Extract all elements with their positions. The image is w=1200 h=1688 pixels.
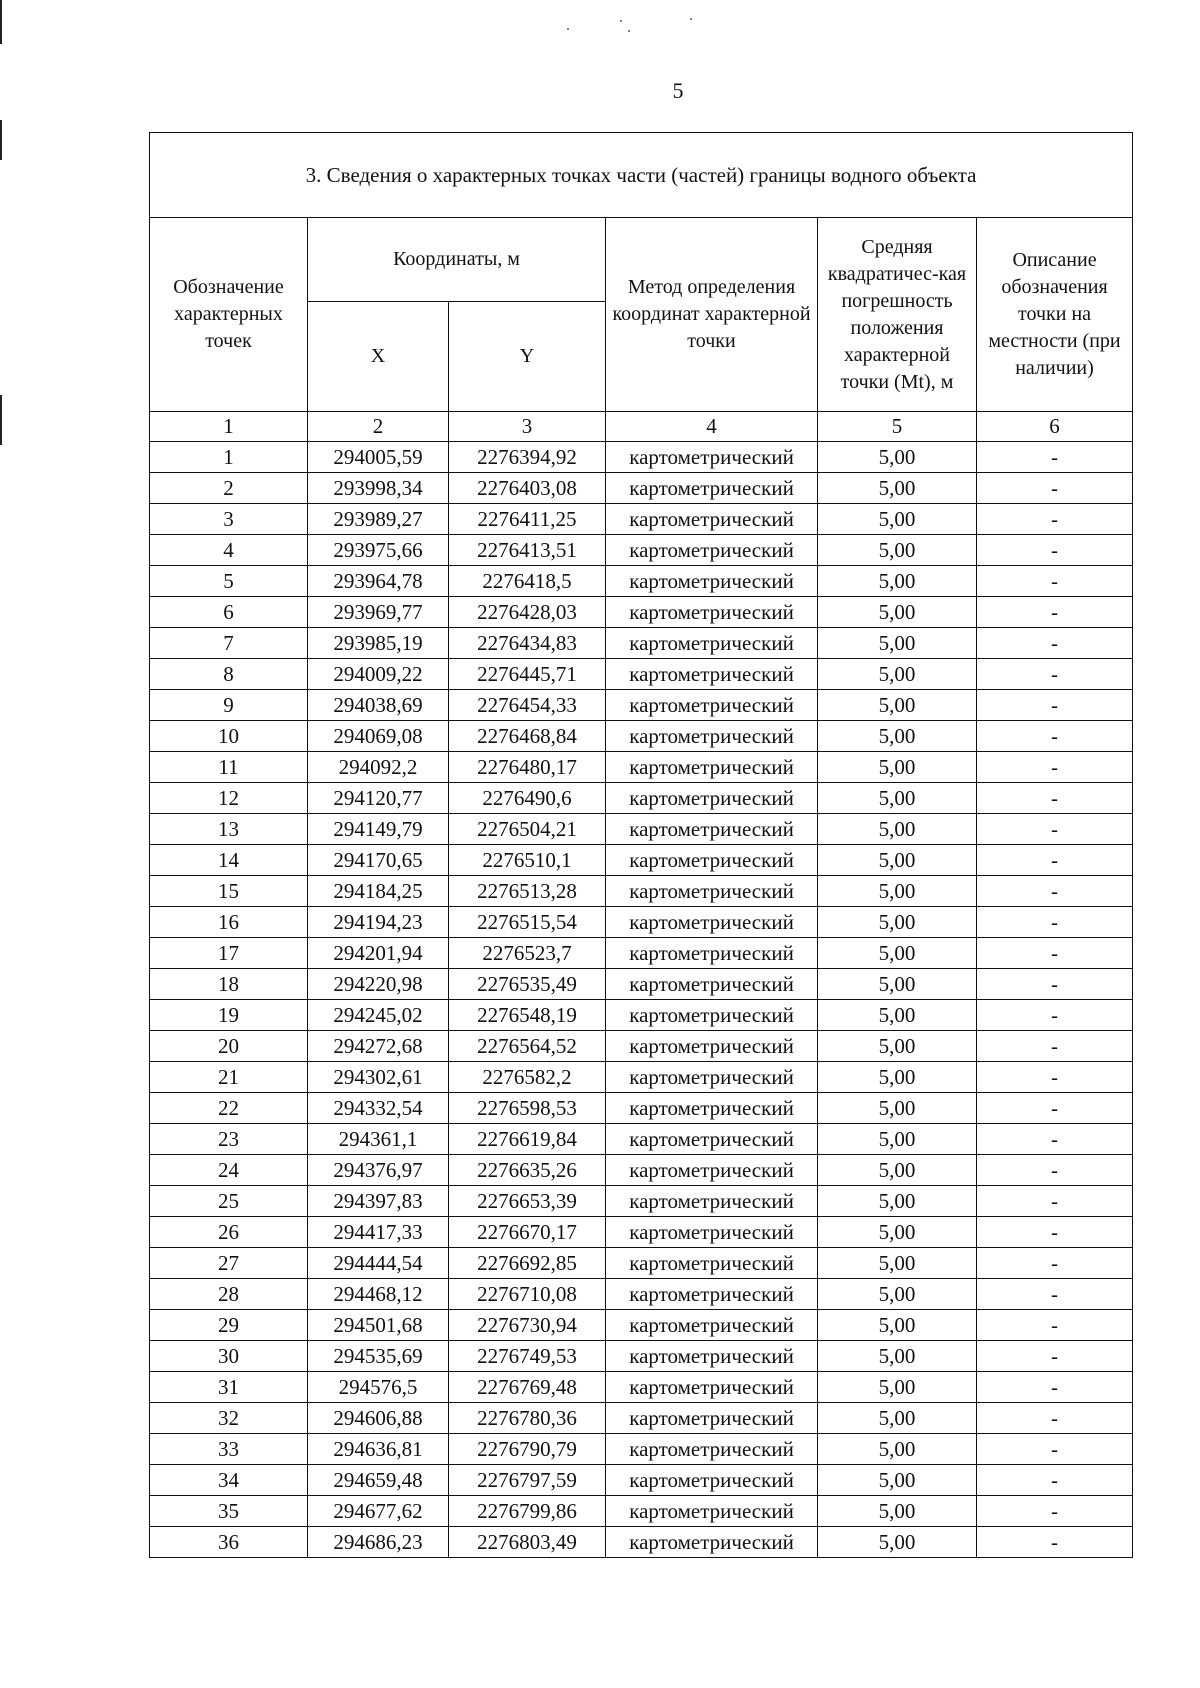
error-cell: 5,00 — [818, 1279, 977, 1310]
point-number-cell: 12 — [150, 783, 308, 814]
description-cell: - — [977, 907, 1133, 938]
header-method: Метод определения координат характерной точки — [606, 218, 818, 412]
error-cell: 5,00 — [818, 1217, 977, 1248]
y-coordinate-cell: 2276548,19 — [449, 1000, 606, 1031]
method-cell: картометрический — [606, 876, 818, 907]
table-row — [150, 442, 1133, 473]
point-number-cell: 35 — [150, 1496, 308, 1527]
table-row — [150, 752, 1133, 783]
x-coordinate-cell: 294170,65 — [308, 845, 449, 876]
x-coordinate-cell: 294444,54 — [308, 1248, 449, 1279]
x-coordinate-cell: 294149,79 — [308, 814, 449, 845]
y-coordinate-cell: 2276504,21 — [449, 814, 606, 845]
table-row — [150, 690, 1133, 721]
table-row — [150, 1465, 1133, 1496]
x-coordinate-cell: 294468,12 — [308, 1279, 449, 1310]
header-point-label: Обозначение характерных точек — [150, 218, 308, 412]
x-coordinate-cell: 294005,59 — [308, 442, 449, 473]
description-cell: - — [977, 1155, 1133, 1186]
y-coordinate-cell: 2276515,54 — [449, 907, 606, 938]
method-cell: картометрический — [606, 814, 818, 845]
table-row — [150, 845, 1133, 876]
point-number-cell: 19 — [150, 1000, 308, 1031]
x-coordinate-cell: 294120,77 — [308, 783, 449, 814]
method-cell: картометрический — [606, 1062, 818, 1093]
point-number-cell: 4 — [150, 535, 308, 566]
y-coordinate-cell: 2276413,51 — [449, 535, 606, 566]
point-number-cell: 25 — [150, 1186, 308, 1217]
description-cell: - — [977, 1000, 1133, 1031]
page-number: 5 — [672, 78, 684, 103]
table-row — [150, 907, 1133, 938]
y-coordinate-cell: 2276799,86 — [449, 1496, 606, 1527]
x-coordinate-cell: 294376,97 — [308, 1155, 449, 1186]
point-number-cell: 6 — [150, 597, 308, 628]
table-row — [150, 535, 1133, 566]
x-coordinate-cell: 294417,33 — [308, 1217, 449, 1248]
table-row — [150, 1279, 1133, 1310]
table-row — [150, 1000, 1133, 1031]
description-cell: - — [977, 1465, 1133, 1496]
error-cell: 5,00 — [818, 1155, 977, 1186]
x-coordinate-cell: 294184,25 — [308, 876, 449, 907]
point-number-cell: 23 — [150, 1124, 308, 1155]
error-cell: 5,00 — [818, 1403, 977, 1434]
y-coordinate-cell: 2276730,94 — [449, 1310, 606, 1341]
error-cell: 5,00 — [818, 814, 977, 845]
x-coordinate-cell: 294576,5 — [308, 1372, 449, 1403]
point-number-cell: 2 — [150, 473, 308, 504]
description-cell: - — [977, 783, 1133, 814]
table-row — [150, 566, 1133, 597]
header-y: Y — [449, 302, 606, 412]
point-number-cell: 16 — [150, 907, 308, 938]
description-cell: - — [977, 535, 1133, 566]
y-coordinate-cell: 2276780,36 — [449, 1403, 606, 1434]
description-cell: - — [977, 473, 1133, 504]
y-coordinate-cell: 2276535,49 — [449, 969, 606, 1000]
x-coordinate-cell: 294332,54 — [308, 1093, 449, 1124]
error-cell: 5,00 — [818, 1465, 977, 1496]
method-cell: картометрический — [606, 1124, 818, 1155]
table-row — [150, 1434, 1133, 1465]
error-cell: 5,00 — [818, 938, 977, 969]
x-coordinate-cell: 294245,02 — [308, 1000, 449, 1031]
point-number-cell: 27 — [150, 1248, 308, 1279]
header-coordinates: Координаты, м — [308, 218, 606, 302]
point-number-cell: 14 — [150, 845, 308, 876]
description-cell: - — [977, 1217, 1133, 1248]
error-cell: 5,00 — [818, 659, 977, 690]
description-cell: - — [977, 1124, 1133, 1155]
method-cell: картометрический — [606, 1372, 818, 1403]
error-cell: 5,00 — [818, 1031, 977, 1062]
error-cell: 5,00 — [818, 473, 977, 504]
column-number: 2 — [308, 412, 449, 442]
error-cell: 5,00 — [818, 442, 977, 473]
method-cell: картометрический — [606, 504, 818, 535]
y-coordinate-cell: 2276692,85 — [449, 1248, 606, 1279]
error-cell: 5,00 — [818, 1310, 977, 1341]
x-coordinate-cell: 294659,48 — [308, 1465, 449, 1496]
table-row — [150, 659, 1133, 690]
table-row — [150, 1217, 1133, 1248]
point-number-cell: 18 — [150, 969, 308, 1000]
point-number-cell: 28 — [150, 1279, 308, 1310]
table-row — [150, 1093, 1133, 1124]
header-description: Описание обозначения точки на местности (при наличии) — [977, 218, 1133, 412]
y-coordinate-cell: 2276582,2 — [449, 1062, 606, 1093]
method-cell: картометрический — [606, 721, 818, 752]
y-coordinate-cell: 2276670,17 — [449, 1217, 606, 1248]
point-number-cell: 7 — [150, 628, 308, 659]
y-coordinate-cell: 2276797,59 — [449, 1465, 606, 1496]
table-row — [150, 504, 1133, 535]
x-coordinate-cell: 294220,98 — [308, 969, 449, 1000]
x-coordinate-cell: 294361,1 — [308, 1124, 449, 1155]
method-cell: картометрический — [606, 442, 818, 473]
point-number-cell: 8 — [150, 659, 308, 690]
error-cell: 5,00 — [818, 752, 977, 783]
column-number: 1 — [150, 412, 308, 442]
error-cell: 5,00 — [818, 566, 977, 597]
table-row — [150, 1155, 1133, 1186]
y-coordinate-cell: 2276523,7 — [449, 938, 606, 969]
x-coordinate-cell: 294272,68 — [308, 1031, 449, 1062]
error-cell: 5,00 — [818, 845, 977, 876]
x-coordinate-cell: 294606,88 — [308, 1403, 449, 1434]
x-coordinate-cell: 293969,77 — [308, 597, 449, 628]
error-cell: 5,00 — [818, 1124, 977, 1155]
point-number-cell: 11 — [150, 752, 308, 783]
point-number-cell: 9 — [150, 690, 308, 721]
x-coordinate-cell: 293964,78 — [308, 566, 449, 597]
point-number-cell: 29 — [150, 1310, 308, 1341]
x-coordinate-cell: 294009,22 — [308, 659, 449, 690]
point-number-cell: 3 — [150, 504, 308, 535]
point-number-cell: 13 — [150, 814, 308, 845]
error-cell: 5,00 — [818, 690, 977, 721]
table-row — [150, 1341, 1133, 1372]
method-cell: картометрический — [606, 1527, 818, 1558]
point-number-cell: 31 — [150, 1372, 308, 1403]
description-cell: - — [977, 690, 1133, 721]
error-cell: 5,00 — [818, 876, 977, 907]
y-coordinate-cell: 2276619,84 — [449, 1124, 606, 1155]
column-number: 3 — [449, 412, 606, 442]
column-numbers-row — [150, 412, 1133, 442]
y-coordinate-cell: 2276468,84 — [449, 721, 606, 752]
header-error: Средняя квадратичес-кая погрешность положения характерной точки (Mt), м — [818, 218, 977, 412]
table-row — [150, 969, 1133, 1000]
y-coordinate-cell: 2276434,83 — [449, 628, 606, 659]
y-coordinate-cell: 2276445,71 — [449, 659, 606, 690]
method-cell: картометрический — [606, 1403, 818, 1434]
method-cell: картометрический — [606, 1434, 818, 1465]
method-cell: картометрический — [606, 1341, 818, 1372]
method-cell: картометрический — [606, 845, 818, 876]
description-cell: - — [977, 969, 1133, 1000]
x-coordinate-cell: 293985,19 — [308, 628, 449, 659]
x-coordinate-cell: 294038,69 — [308, 690, 449, 721]
point-number-cell: 17 — [150, 938, 308, 969]
error-cell: 5,00 — [818, 1186, 977, 1217]
method-cell: картометрический — [606, 1465, 818, 1496]
y-coordinate-cell: 2276653,39 — [449, 1186, 606, 1217]
x-coordinate-cell: 294677,62 — [308, 1496, 449, 1527]
table-row — [150, 628, 1133, 659]
y-coordinate-cell: 2276790,79 — [449, 1434, 606, 1465]
column-number: 5 — [818, 412, 977, 442]
x-coordinate-cell: 293998,34 — [308, 473, 449, 504]
description-cell: - — [977, 1372, 1133, 1403]
column-number: 4 — [606, 412, 818, 442]
description-cell: - — [977, 504, 1133, 535]
table-row — [150, 783, 1133, 814]
description-cell: - — [977, 1279, 1133, 1310]
table-row — [150, 1124, 1133, 1155]
error-cell: 5,00 — [818, 1527, 977, 1558]
table-row — [150, 1031, 1133, 1062]
x-coordinate-cell: 293975,66 — [308, 535, 449, 566]
description-cell: - — [977, 876, 1133, 907]
point-number-cell: 5 — [150, 566, 308, 597]
description-cell: - — [977, 752, 1133, 783]
table-row — [150, 1310, 1133, 1341]
boundary-points-table — [149, 132, 1133, 1558]
description-cell: - — [977, 1093, 1133, 1124]
error-cell: 5,00 — [818, 535, 977, 566]
y-coordinate-cell: 2276411,25 — [449, 504, 606, 535]
x-coordinate-cell: 293989,27 — [308, 504, 449, 535]
table-body — [150, 442, 1133, 1558]
y-coordinate-cell: 2276403,08 — [449, 473, 606, 504]
method-cell: картометрический — [606, 1031, 818, 1062]
y-coordinate-cell: 2276454,33 — [449, 690, 606, 721]
point-number-cell: 10 — [150, 721, 308, 752]
x-coordinate-cell: 294201,94 — [308, 938, 449, 969]
table-row — [150, 1248, 1133, 1279]
description-cell: - — [977, 1062, 1133, 1093]
method-cell: картометрический — [606, 1000, 818, 1031]
table-header — [150, 133, 1133, 442]
description-cell: - — [977, 442, 1133, 473]
method-cell: картометрический — [606, 752, 818, 783]
y-coordinate-cell: 2276769,48 — [449, 1372, 606, 1403]
description-cell: - — [977, 1496, 1133, 1527]
method-cell: картометрический — [606, 1093, 818, 1124]
method-cell: картометрический — [606, 1217, 818, 1248]
x-coordinate-cell: 294069,08 — [308, 721, 449, 752]
point-number-cell: 21 — [150, 1062, 308, 1093]
method-cell: картометрический — [606, 969, 818, 1000]
error-cell: 5,00 — [818, 721, 977, 752]
description-cell: - — [977, 938, 1133, 969]
method-cell: картометрический — [606, 473, 818, 504]
point-number-cell: 15 — [150, 876, 308, 907]
table-row — [150, 597, 1133, 628]
y-coordinate-cell: 2276394,92 — [449, 442, 606, 473]
y-coordinate-cell: 2276598,53 — [449, 1093, 606, 1124]
description-cell: - — [977, 628, 1133, 659]
error-cell: 5,00 — [818, 969, 977, 1000]
description-cell: - — [977, 1434, 1133, 1465]
table-row — [150, 1527, 1133, 1558]
x-coordinate-cell: 294501,68 — [308, 1310, 449, 1341]
x-coordinate-cell: 294194,23 — [308, 907, 449, 938]
y-coordinate-cell: 2276564,52 — [449, 1031, 606, 1062]
x-coordinate-cell: 294535,69 — [308, 1341, 449, 1372]
description-cell: - — [977, 1031, 1133, 1062]
method-cell: картометрический — [606, 628, 818, 659]
table-row — [150, 1062, 1133, 1093]
error-cell: 5,00 — [818, 1093, 977, 1124]
table-row — [150, 1403, 1133, 1434]
description-cell: - — [977, 1248, 1133, 1279]
point-number-cell: 30 — [150, 1341, 308, 1372]
x-coordinate-cell: 294397,83 — [308, 1186, 449, 1217]
method-cell: картометрический — [606, 597, 818, 628]
y-coordinate-cell: 2276428,03 — [449, 597, 606, 628]
error-cell: 5,00 — [818, 1496, 977, 1527]
table-row — [150, 473, 1133, 504]
method-cell: картометрический — [606, 566, 818, 597]
x-coordinate-cell: 294636,81 — [308, 1434, 449, 1465]
error-cell: 5,00 — [818, 1248, 977, 1279]
y-coordinate-cell: 2276418,5 — [449, 566, 606, 597]
y-coordinate-cell: 2276510,1 — [449, 845, 606, 876]
description-cell: - — [977, 721, 1133, 752]
error-cell: 5,00 — [818, 1434, 977, 1465]
description-cell: - — [977, 659, 1133, 690]
y-coordinate-cell: 2276710,08 — [449, 1279, 606, 1310]
description-cell: - — [977, 1403, 1133, 1434]
error-cell: 5,00 — [818, 628, 977, 659]
table-row — [150, 1186, 1133, 1217]
description-cell: - — [977, 1341, 1133, 1372]
table-row — [150, 721, 1133, 752]
error-cell: 5,00 — [818, 1341, 977, 1372]
x-coordinate-cell: 294092,2 — [308, 752, 449, 783]
method-cell: картометрический — [606, 1155, 818, 1186]
point-number-cell: 32 — [150, 1403, 308, 1434]
error-cell: 5,00 — [818, 783, 977, 814]
header-x: X — [308, 302, 449, 412]
description-cell: - — [977, 845, 1133, 876]
description-cell: - — [977, 1527, 1133, 1558]
method-cell: картометрический — [606, 690, 818, 721]
y-coordinate-cell: 2276749,53 — [449, 1341, 606, 1372]
table-title: 3. Сведения о характерных точках части (частей) границы водного объекта — [150, 133, 1133, 218]
error-cell: 5,00 — [818, 1372, 977, 1403]
method-cell: картометрический — [606, 1279, 818, 1310]
table-row — [150, 938, 1133, 969]
method-cell: картометрический — [606, 938, 818, 969]
method-cell: картометрический — [606, 1186, 818, 1217]
column-number: 6 — [977, 412, 1133, 442]
description-cell: - — [977, 566, 1133, 597]
method-cell: картометрический — [606, 1248, 818, 1279]
table-row — [150, 876, 1133, 907]
point-number-cell: 22 — [150, 1093, 308, 1124]
method-cell: картометрический — [606, 535, 818, 566]
method-cell: картометрический — [606, 1496, 818, 1527]
method-cell: картометрический — [606, 783, 818, 814]
point-number-cell: 26 — [150, 1217, 308, 1248]
point-number-cell: 24 — [150, 1155, 308, 1186]
point-number-cell: 33 — [150, 1434, 308, 1465]
method-cell: картометрический — [606, 659, 818, 690]
point-number-cell: 20 — [150, 1031, 308, 1062]
error-cell: 5,00 — [818, 1000, 977, 1031]
table-row — [150, 1496, 1133, 1527]
method-cell: картометрический — [606, 1310, 818, 1341]
method-cell: картометрический — [606, 907, 818, 938]
y-coordinate-cell: 2276635,26 — [449, 1155, 606, 1186]
point-number-cell: 36 — [150, 1527, 308, 1558]
error-cell: 5,00 — [818, 1062, 977, 1093]
description-cell: - — [977, 814, 1133, 845]
error-cell: 5,00 — [818, 597, 977, 628]
x-coordinate-cell: 294302,61 — [308, 1062, 449, 1093]
y-coordinate-cell: 2276803,49 — [449, 1527, 606, 1558]
description-cell: - — [977, 597, 1133, 628]
error-cell: 5,00 — [818, 907, 977, 938]
point-number-cell: 34 — [150, 1465, 308, 1496]
error-cell: 5,00 — [818, 504, 977, 535]
y-coordinate-cell: 2276480,17 — [449, 752, 606, 783]
y-coordinate-cell: 2276490,6 — [449, 783, 606, 814]
y-coordinate-cell: 2276513,28 — [449, 876, 606, 907]
x-coordinate-cell: 294686,23 — [308, 1527, 449, 1558]
point-number-cell: 1 — [150, 442, 308, 473]
table-row — [150, 1372, 1133, 1403]
table-row — [150, 814, 1133, 845]
description-cell: - — [977, 1310, 1133, 1341]
description-cell: - — [977, 1186, 1133, 1217]
